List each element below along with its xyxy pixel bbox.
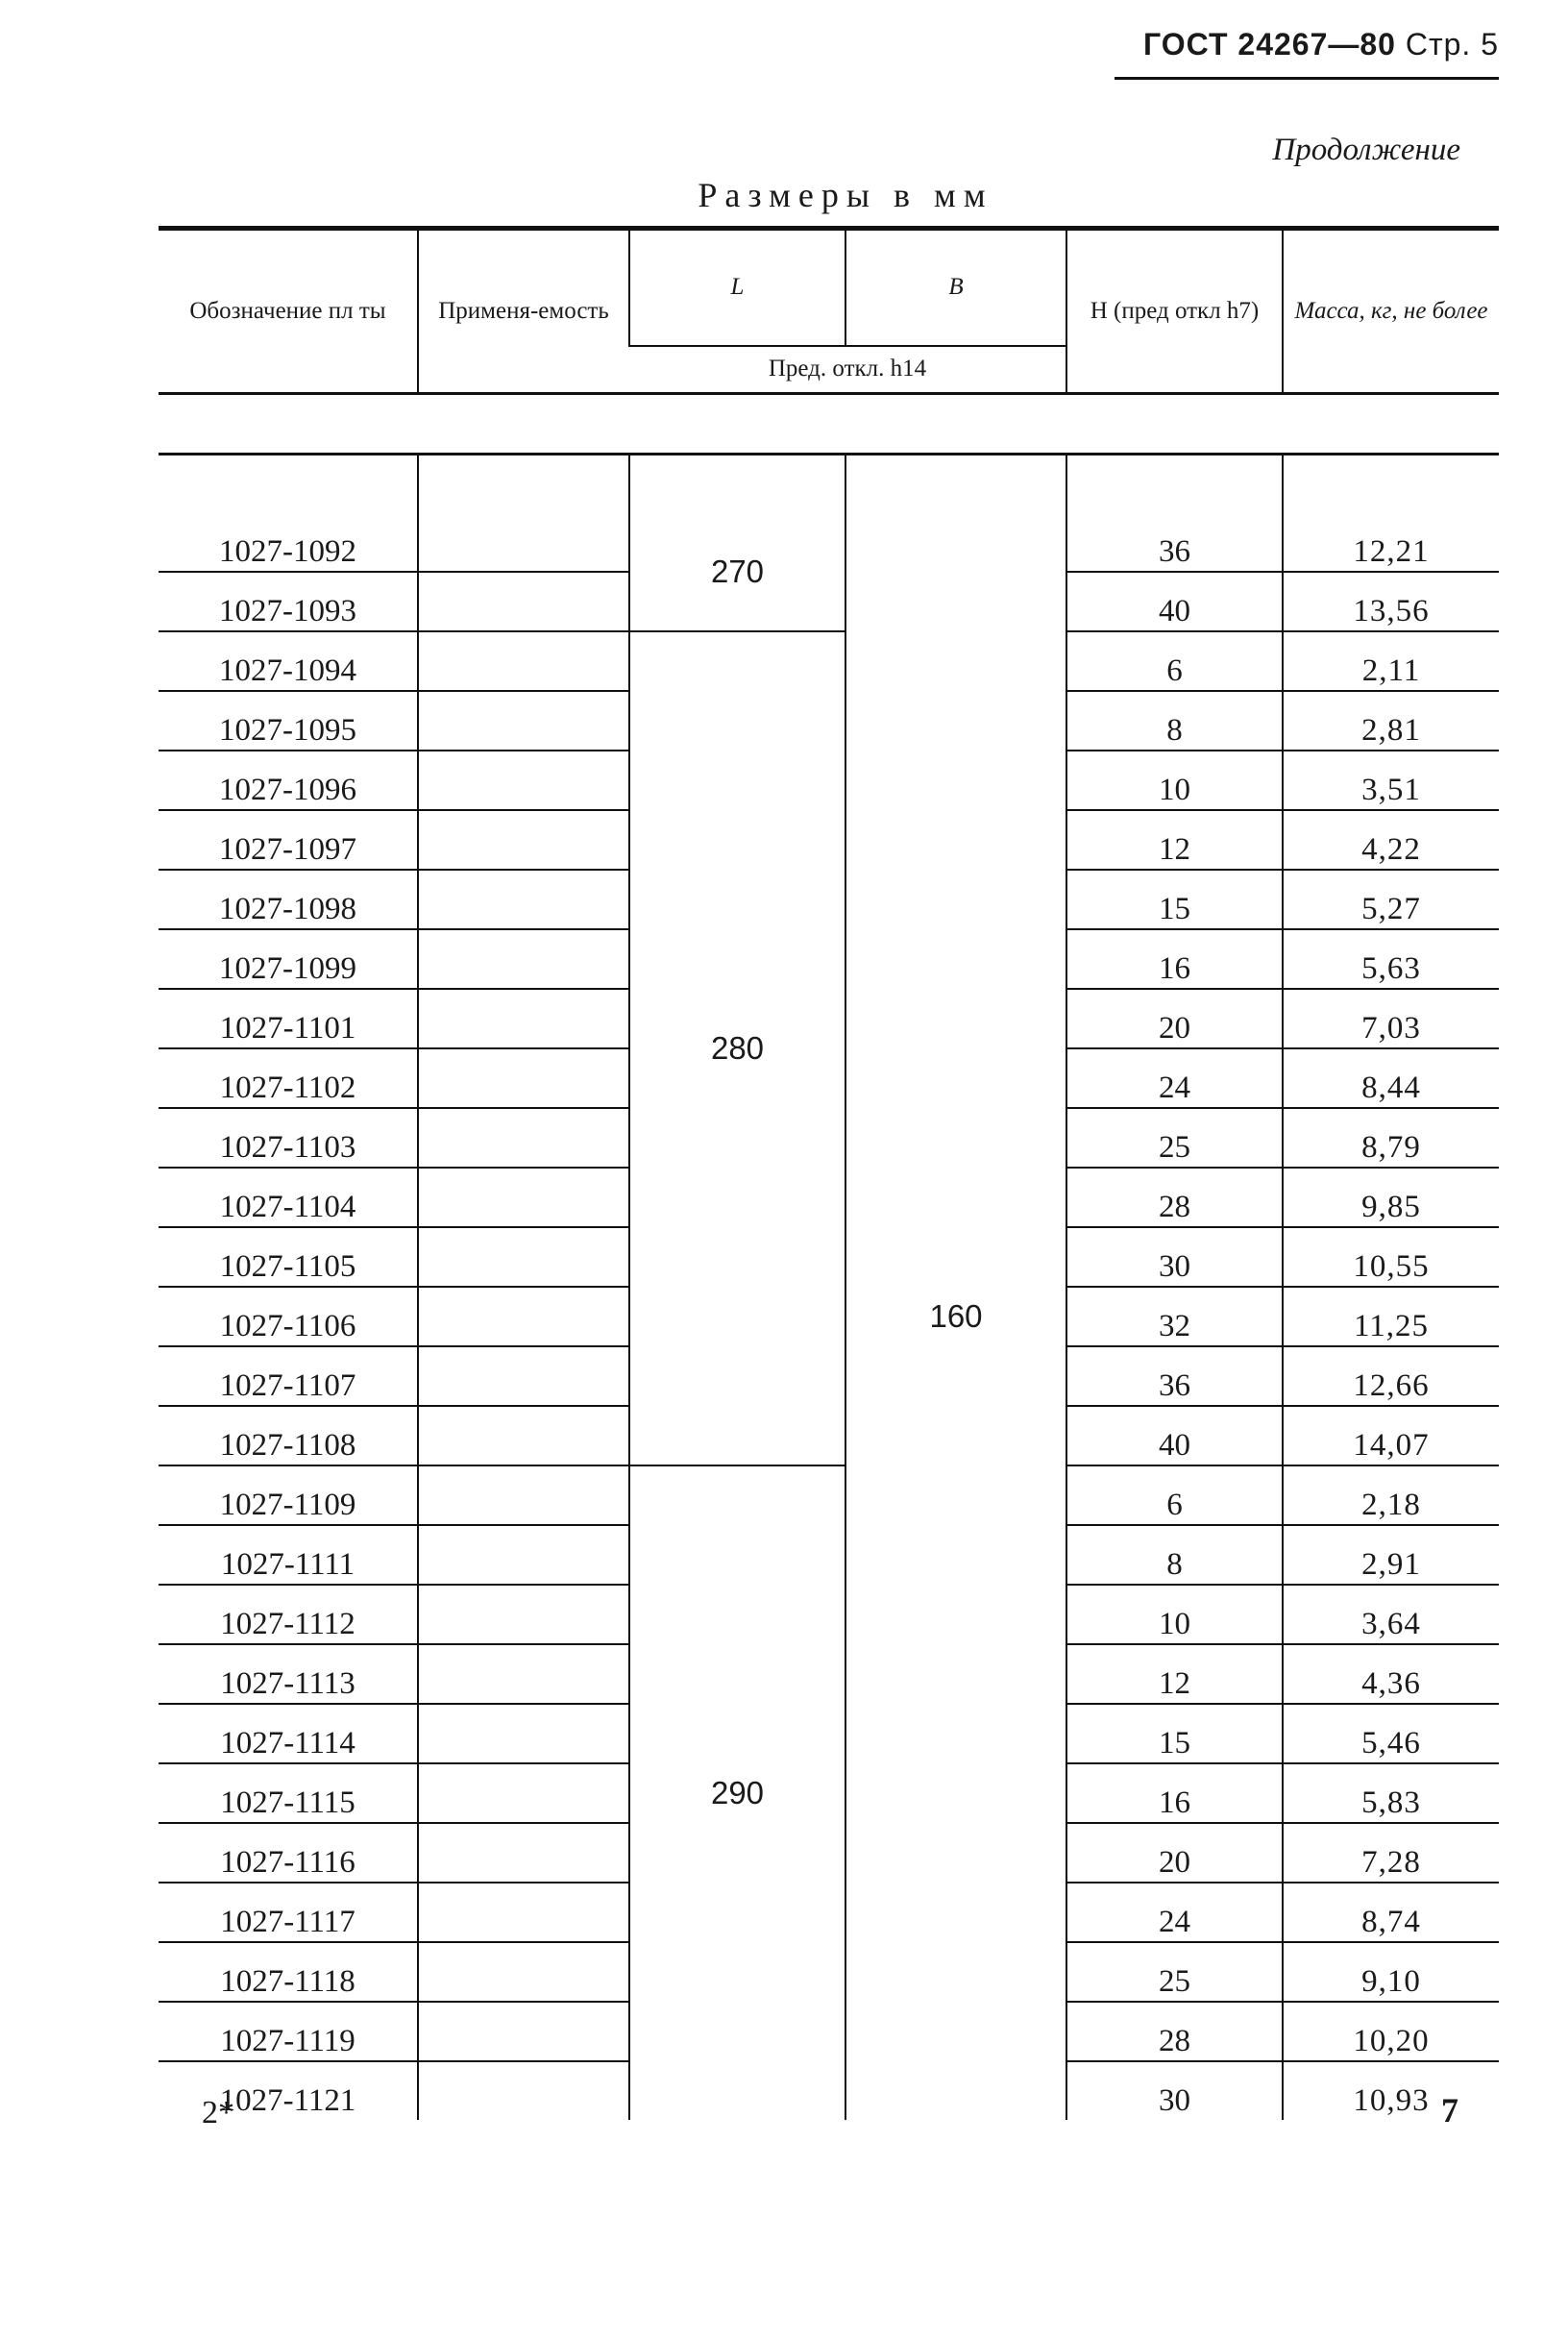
applicability-cell [418,1704,629,1763]
designation-cell: 1027-1114 [159,1704,418,1763]
mass-value-cell: 3,64 [1283,1585,1499,1644]
H-value-cell: 8 [1066,691,1283,751]
continuation-label: Продолжение [1272,133,1460,167]
applicability-cell [418,929,629,989]
designation-cell: 1027-1115 [159,1763,418,1823]
mass-value-cell: 2,18 [1283,1465,1499,1525]
designation-cell: 1027-1096 [159,751,418,810]
H-value-cell: 40 [1066,1406,1283,1465]
dimensions-table [159,226,1499,2120]
H-value-cell: 12 [1066,810,1283,870]
col-designation-header: Обозначение пл ты [189,298,386,324]
col-L-header: L [629,229,845,346]
H-value-cell: 16 [1066,1763,1283,1823]
applicability-cell [418,870,629,929]
H-value-cell: 10 [1066,751,1283,810]
mass-value-cell: 12,21 [1283,513,1499,572]
col-applicability-header: Применя-емость [418,229,629,394]
col-B-header: B [845,229,1066,346]
mass-value-cell: 5,46 [1283,1704,1499,1763]
applicability-cell [418,1942,629,2002]
applicability-cell [418,751,629,810]
H-value-cell: 32 [1066,1287,1283,1346]
H-value-cell: 15 [1066,870,1283,929]
designation-cell: 1027-1097 [159,810,418,870]
H-value-cell: 28 [1066,2002,1283,2061]
designation-cell: 1027-1094 [159,631,418,691]
applicability-cell [418,631,629,691]
applicability-cell [418,1585,629,1644]
mass-value-cell: 5,83 [1283,1763,1499,1823]
standard-number: ГОСТ 24267—80 [1143,27,1396,62]
applicability-cell [418,1644,629,1704]
H-value-cell: 30 [1066,1227,1283,1287]
units-caption: Размеры в мм [698,176,993,214]
table-row [159,513,1499,572]
applicability-cell [418,513,629,572]
col-mass-header: Масса, кг, не более [1283,229,1499,394]
H-value-cell: 25 [1066,1942,1283,2002]
H-value-cell: 6 [1066,631,1283,691]
col-H-header: H (пред откл h7) [1066,229,1283,394]
L-value-cell: 290 [629,1465,845,2120]
L-value-cell: 270 [629,513,845,631]
designation-cell: 1027-1093 [159,572,418,631]
mass-value-cell: 2,11 [1283,631,1499,691]
applicability-cell [418,572,629,631]
mass-value-cell: 3,51 [1283,751,1499,810]
mass-value-cell: 10,20 [1283,2002,1499,2061]
footer-sheet-mark: 2* [202,2095,234,2130]
designation-cell: 1027-1092 [159,513,418,572]
H-value-cell: 24 [1066,1048,1283,1108]
applicability-cell [418,810,629,870]
H-value-cell: 25 [1066,1108,1283,1168]
footer-page-number: 7 [1441,2091,1458,2130]
H-value-cell: 12 [1066,1644,1283,1704]
applicability-cell [418,1227,629,1287]
H-value-cell: 24 [1066,1883,1283,1942]
designation-cell: 1027-1106 [159,1287,418,1346]
mass-value-cell: 4,22 [1283,810,1499,870]
designation-cell: 1027-1102 [159,1048,418,1108]
tolerance-header: Пред. откл. h14 [629,346,1066,394]
H-value-cell: 16 [1066,929,1283,989]
header-underline [1115,77,1499,80]
H-value-cell: 28 [1066,1168,1283,1227]
applicability-cell [418,1883,629,1942]
mass-value-cell: 2,81 [1283,691,1499,751]
H-value-cell: 6 [1066,1465,1283,1525]
designation-cell: 1027-1108 [159,1406,418,1465]
table-row [159,1465,1499,1525]
table-row [159,631,1499,691]
applicability-cell [418,1287,629,1346]
table-body [159,513,1499,2120]
H-value-cell: 8 [1066,1525,1283,1585]
designation-cell: 1027-1098 [159,870,418,929]
H-value-cell: 15 [1066,1704,1283,1763]
mass-value-cell: 9,10 [1283,1942,1499,2002]
mass-value-cell: 5,27 [1283,870,1499,929]
designation-cell: 1027-1105 [159,1227,418,1287]
applicability-cell [418,691,629,751]
H-value-cell: 10 [1066,1585,1283,1644]
designation-cell: 1027-1112 [159,1585,418,1644]
H-value-cell: 36 [1066,1346,1283,1406]
applicability-cell [418,1108,629,1168]
applicability-cell [418,1823,629,1883]
mass-value-cell: 5,63 [1283,929,1499,989]
designation-cell: 1027-1103 [159,1108,418,1168]
applicability-cell [418,1168,629,1227]
applicability-cell [418,1763,629,1823]
designation-cell: 1027-1117 [159,1883,418,1942]
applicability-cell [418,2002,629,2061]
mass-value-cell: 10,93 [1283,2061,1499,2120]
applicability-cell [418,1465,629,1525]
designation-cell: 1027-1119 [159,2002,418,2061]
designation-cell: 1027-1109 [159,1465,418,1525]
applicability-cell [418,1048,629,1108]
mass-value-cell: 7,28 [1283,1823,1499,1883]
H-value-cell: 30 [1066,2061,1283,2120]
mass-value-cell: 14,07 [1283,1406,1499,1465]
designation-cell: 1027-1095 [159,691,418,751]
designation-cell: 1027-1104 [159,1168,418,1227]
mass-value-cell: 4,36 [1283,1644,1499,1704]
mass-value-cell: 7,03 [1283,989,1499,1048]
mass-value-cell: 12,66 [1283,1346,1499,1406]
L-value-cell: 280 [629,631,845,1465]
designation-cell: 1027-1101 [159,989,418,1048]
applicability-cell [418,1346,629,1406]
mass-value-cell: 13,56 [1283,572,1499,631]
H-value-cell: 20 [1066,1823,1283,1883]
applicability-cell [418,1525,629,1585]
mass-value-cell: 10,55 [1283,1227,1499,1287]
H-value-cell: 36 [1066,513,1283,572]
mass-value-cell: 2,91 [1283,1525,1499,1585]
designation-cell: 1027-1121 [219,2083,356,2118]
mass-value-cell: 11,25 [1283,1287,1499,1346]
designation-cell: 1027-1107 [159,1346,418,1406]
designation-cell: 1027-1113 [159,1644,418,1704]
designation-cell: 1027-1116 [159,1823,418,1883]
applicability-cell [418,989,629,1048]
mass-value-cell: 8,79 [1283,1108,1499,1168]
H-value-cell: 40 [1066,572,1283,631]
page-header [1119,27,1499,62]
mass-value-cell: 8,74 [1283,1883,1499,1942]
applicability-cell [418,1406,629,1465]
page-number: Стр. 5 [1405,27,1499,62]
mass-value-cell: 9,85 [1283,1168,1499,1227]
B-value-cell: 160 [845,513,1066,2120]
H-value-cell: 20 [1066,989,1283,1048]
mass-value-cell: 8,44 [1283,1048,1499,1108]
designation-cell: 1027-1111 [159,1525,418,1585]
designation-cell: 1027-1118 [159,1942,418,2002]
applicability-cell [418,2061,629,2120]
designation-cell: 1027-1099 [159,929,418,989]
